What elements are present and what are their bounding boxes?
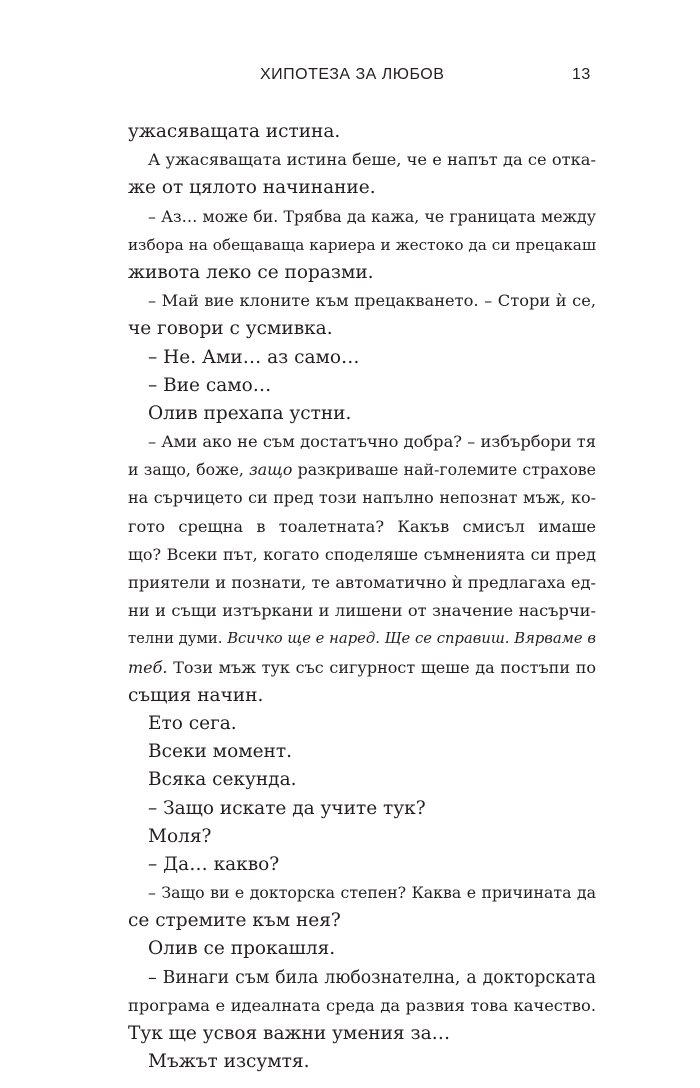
text-line: А ужасяващата истина беше, че е напът да се отка- [148,150,596,170]
text-line: и защо, боже, защо разкриваше най-големите страхове [128,460,596,480]
text-line: Всеки момент. [148,741,292,763]
text-line: – Ами ако не съм достатъчно добра? – избърбори тя [148,432,596,452]
running-head [0,66,700,90]
text-line: – Защо ви е докторска степен? Каква е причината да [148,883,596,903]
text-line: гото срещна в тоалетната? Какъв смисъл имаше [128,516,596,536]
text-line: – Да… какво? [148,853,280,875]
text-line: – Не. Ами… аз само… [148,346,360,368]
text-line: програма е идеалната среда да развия това качество. [128,995,596,1015]
text-line: же от цялото начинание. [128,177,376,199]
text-line: Всяка секунда. [148,769,297,791]
text-line: – Май вие клоните към прецакването. – Стори ѝ се, [148,291,596,311]
italic-emphasis: Всичко ще е наред. Ще се справиш. Вярваме в [227,630,596,648]
text-line: Мъжът изсумтя. [148,1051,310,1073]
text-line: – Защо искате да учите тук? [148,797,426,819]
text-line: Олив се прокашля. [148,938,336,960]
text-line: че говори с усмивка. [128,318,333,340]
text-line: телни думи. Всичко ще е наред. Ще се справиш. Вярваме в [128,630,596,648]
text-line: Моля? [148,825,212,847]
italic-emphasis: защо [249,460,293,480]
running-title: ХИПОТЕЗА ЗА ЛЮБОВ [260,66,445,83]
page-number: 13 [572,66,591,83]
text-line: – Винаги съм била любознателна, а докторската [148,967,596,988]
text-line: Тук ще усвоя важни умения за… [128,1023,451,1044]
text-line: теб. Този мъж тук със сигурност щеше да постъпи по [128,657,596,677]
text-line: приятели и познати, те автоматично ѝ предлагаха ед- [128,573,596,592]
text-line: на сърчицето си пред този напълно непознат мъж, ко- [128,488,596,508]
body-text [128,118,596,1076]
text-line: същия начин. [128,684,264,706]
text-line: ужасяващата истина. [128,121,341,142]
text-line: – Аз… може би. Трябва да кажа, че границата между [148,206,596,226]
text-line: ни и същи изтъркани и лишени от значение насърчи- [128,601,596,621]
text-line: се стремите към нея? [128,910,341,932]
text-line: живота леко се поразми. [128,261,374,283]
text-line: Ето сега. [148,712,237,734]
text-line: – Вие само… [148,374,272,396]
text-line: що? Всеки път, когато споделяше съмненията си пред [128,544,596,564]
text-line: Олив прехапа устни. [148,402,352,424]
text-line: избора на обещаваща кариера и жестоко да си прецакаш [128,235,596,254]
italic-emphasis: теб. [128,657,168,677]
